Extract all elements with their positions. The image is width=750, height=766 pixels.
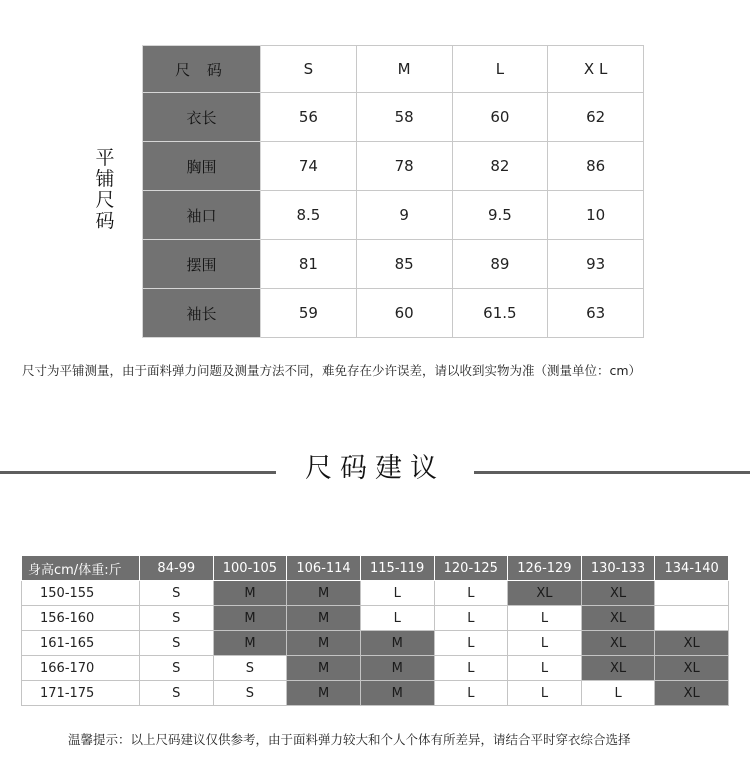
size-cell: M: [213, 631, 287, 656]
flat-size-row: [143, 93, 644, 142]
size-cell: S: [140, 656, 214, 681]
size-cell: M: [360, 631, 434, 656]
flat-size-row-label: 摆围: [143, 240, 261, 289]
height-range-cell: 161-165: [22, 631, 140, 656]
size-cell: S: [140, 606, 214, 631]
flat-size-row: [143, 142, 644, 191]
flat-size-cell: 59: [261, 289, 357, 338]
flat-size-row-label: 袖长: [143, 289, 261, 338]
flat-size-cell: 78: [356, 142, 452, 191]
size-advice-header-cell: 120-125: [434, 556, 508, 581]
flat-size-cell: 63: [548, 289, 644, 338]
flat-size-header-cell: S: [261, 46, 357, 93]
size-cell: L: [434, 606, 508, 631]
flat-size-row-label: 袖口: [143, 191, 261, 240]
flat-size-header-row: [143, 46, 644, 93]
size-cell: [655, 606, 729, 631]
flat-size-cell: 9: [356, 191, 452, 240]
size-cell: XL: [655, 656, 729, 681]
size-cell: S: [140, 631, 214, 656]
size-cell: M: [287, 681, 361, 706]
size-advice-header-cell: 84-99: [140, 556, 214, 581]
size-cell: L: [434, 681, 508, 706]
size-advice-row: [22, 581, 729, 606]
flat-size-cell: 62: [548, 93, 644, 142]
flat-size-cell: 60: [452, 93, 548, 142]
size-cell: L: [508, 656, 582, 681]
height-range-cell: 171-175: [22, 681, 140, 706]
flat-size-cell: 10: [548, 191, 644, 240]
size-advice-header-cell: 126-129: [508, 556, 582, 581]
height-range-cell: 156-160: [22, 606, 140, 631]
size-advice-header-cell: 134-140: [655, 556, 729, 581]
flat-size-cell: 9.5: [452, 191, 548, 240]
size-cell: L: [434, 581, 508, 606]
size-cell: XL: [581, 631, 655, 656]
flat-size-cell: 86: [548, 142, 644, 191]
flat-size-row: [143, 240, 644, 289]
size-advice-header-cell: 130-133: [581, 556, 655, 581]
section-divider-left: [0, 471, 276, 474]
flat-size-cell: 56: [261, 93, 357, 142]
size-cell: L: [360, 606, 434, 631]
size-advice-header-cell: 115-119: [360, 556, 434, 581]
section-title: 尺码建议: [305, 453, 445, 484]
flat-size-cell: 85: [356, 240, 452, 289]
size-cell: [655, 581, 729, 606]
size-cell: XL: [655, 681, 729, 706]
size-cell: L: [434, 656, 508, 681]
flat-size-cell: 89: [452, 240, 548, 289]
flat-size-header-cell: 尺 码: [143, 46, 261, 93]
size-cell: XL: [581, 581, 655, 606]
flat-size-row-label: 胸围: [143, 142, 261, 191]
section-divider-right: [474, 471, 750, 474]
flat-size-note: 尺寸为平铺测量，由于面料弹力问题及测量方法不同，难免存在少许误差，请以收到实物为准（测量单位：cm）: [22, 363, 642, 378]
flat-size-row: [143, 289, 644, 338]
flat-size-header-cell: X L: [548, 46, 644, 93]
size-cell: L: [508, 681, 582, 706]
size-advice-row: [22, 681, 729, 706]
size-cell: S: [213, 656, 287, 681]
flat-size-cell: 8.5: [261, 191, 357, 240]
flat-size-cell: 82: [452, 142, 548, 191]
size-cell: XL: [655, 631, 729, 656]
size-cell: L: [434, 631, 508, 656]
size-cell: L: [508, 631, 582, 656]
size-cell: S: [140, 581, 214, 606]
size-cell: M: [360, 681, 434, 706]
size-cell: M: [287, 656, 361, 681]
height-range-cell: 166-170: [22, 656, 140, 681]
size-cell: M: [360, 656, 434, 681]
size-advice-header-cell: 106-114: [287, 556, 361, 581]
size-cell: M: [213, 606, 287, 631]
flat-size-cell: 61.5: [452, 289, 548, 338]
size-advice-row: [22, 606, 729, 631]
flat-size-row: [143, 191, 644, 240]
size-cell: L: [508, 606, 582, 631]
size-advice-note: 温馨提示：以上尺码建议仅供参考，由于面料弹力较大和个人个体有所差异，请结合平时穿衣综合选择: [68, 732, 631, 747]
size-cell: XL: [581, 606, 655, 631]
flat-size-cell: 81: [261, 240, 357, 289]
height-range-cell: 150-155: [22, 581, 140, 606]
size-cell: M: [287, 606, 361, 631]
size-cell: S: [140, 681, 214, 706]
size-advice-header-row: [22, 556, 729, 581]
flat-size-cell: 58: [356, 93, 452, 142]
size-advice-row: [22, 631, 729, 656]
flat-size-cell: 74: [261, 142, 357, 191]
size-advice-header-cell: 100-105: [213, 556, 287, 581]
size-advice-row: [22, 656, 729, 681]
size-cell: XL: [581, 656, 655, 681]
flat-size-cell: 60: [356, 289, 452, 338]
size-cell: M: [213, 581, 287, 606]
flat-size-table: [142, 45, 644, 338]
flat-size-row-label: 衣长: [143, 93, 261, 142]
size-cell: L: [360, 581, 434, 606]
size-cell: M: [287, 581, 361, 606]
flat-size-cell: 93: [548, 240, 644, 289]
size-advice-table: [21, 555, 729, 706]
size-advice-header-cell: 身高cm/体重:斤: [22, 556, 140, 581]
size-cell: L: [581, 681, 655, 706]
flat-size-header-cell: M: [356, 46, 452, 93]
size-cell: M: [287, 631, 361, 656]
flat-size-vertical-label: 平铺尺码: [95, 147, 115, 232]
flat-size-header-cell: L: [452, 46, 548, 93]
size-cell: S: [213, 681, 287, 706]
size-cell: XL: [508, 581, 582, 606]
